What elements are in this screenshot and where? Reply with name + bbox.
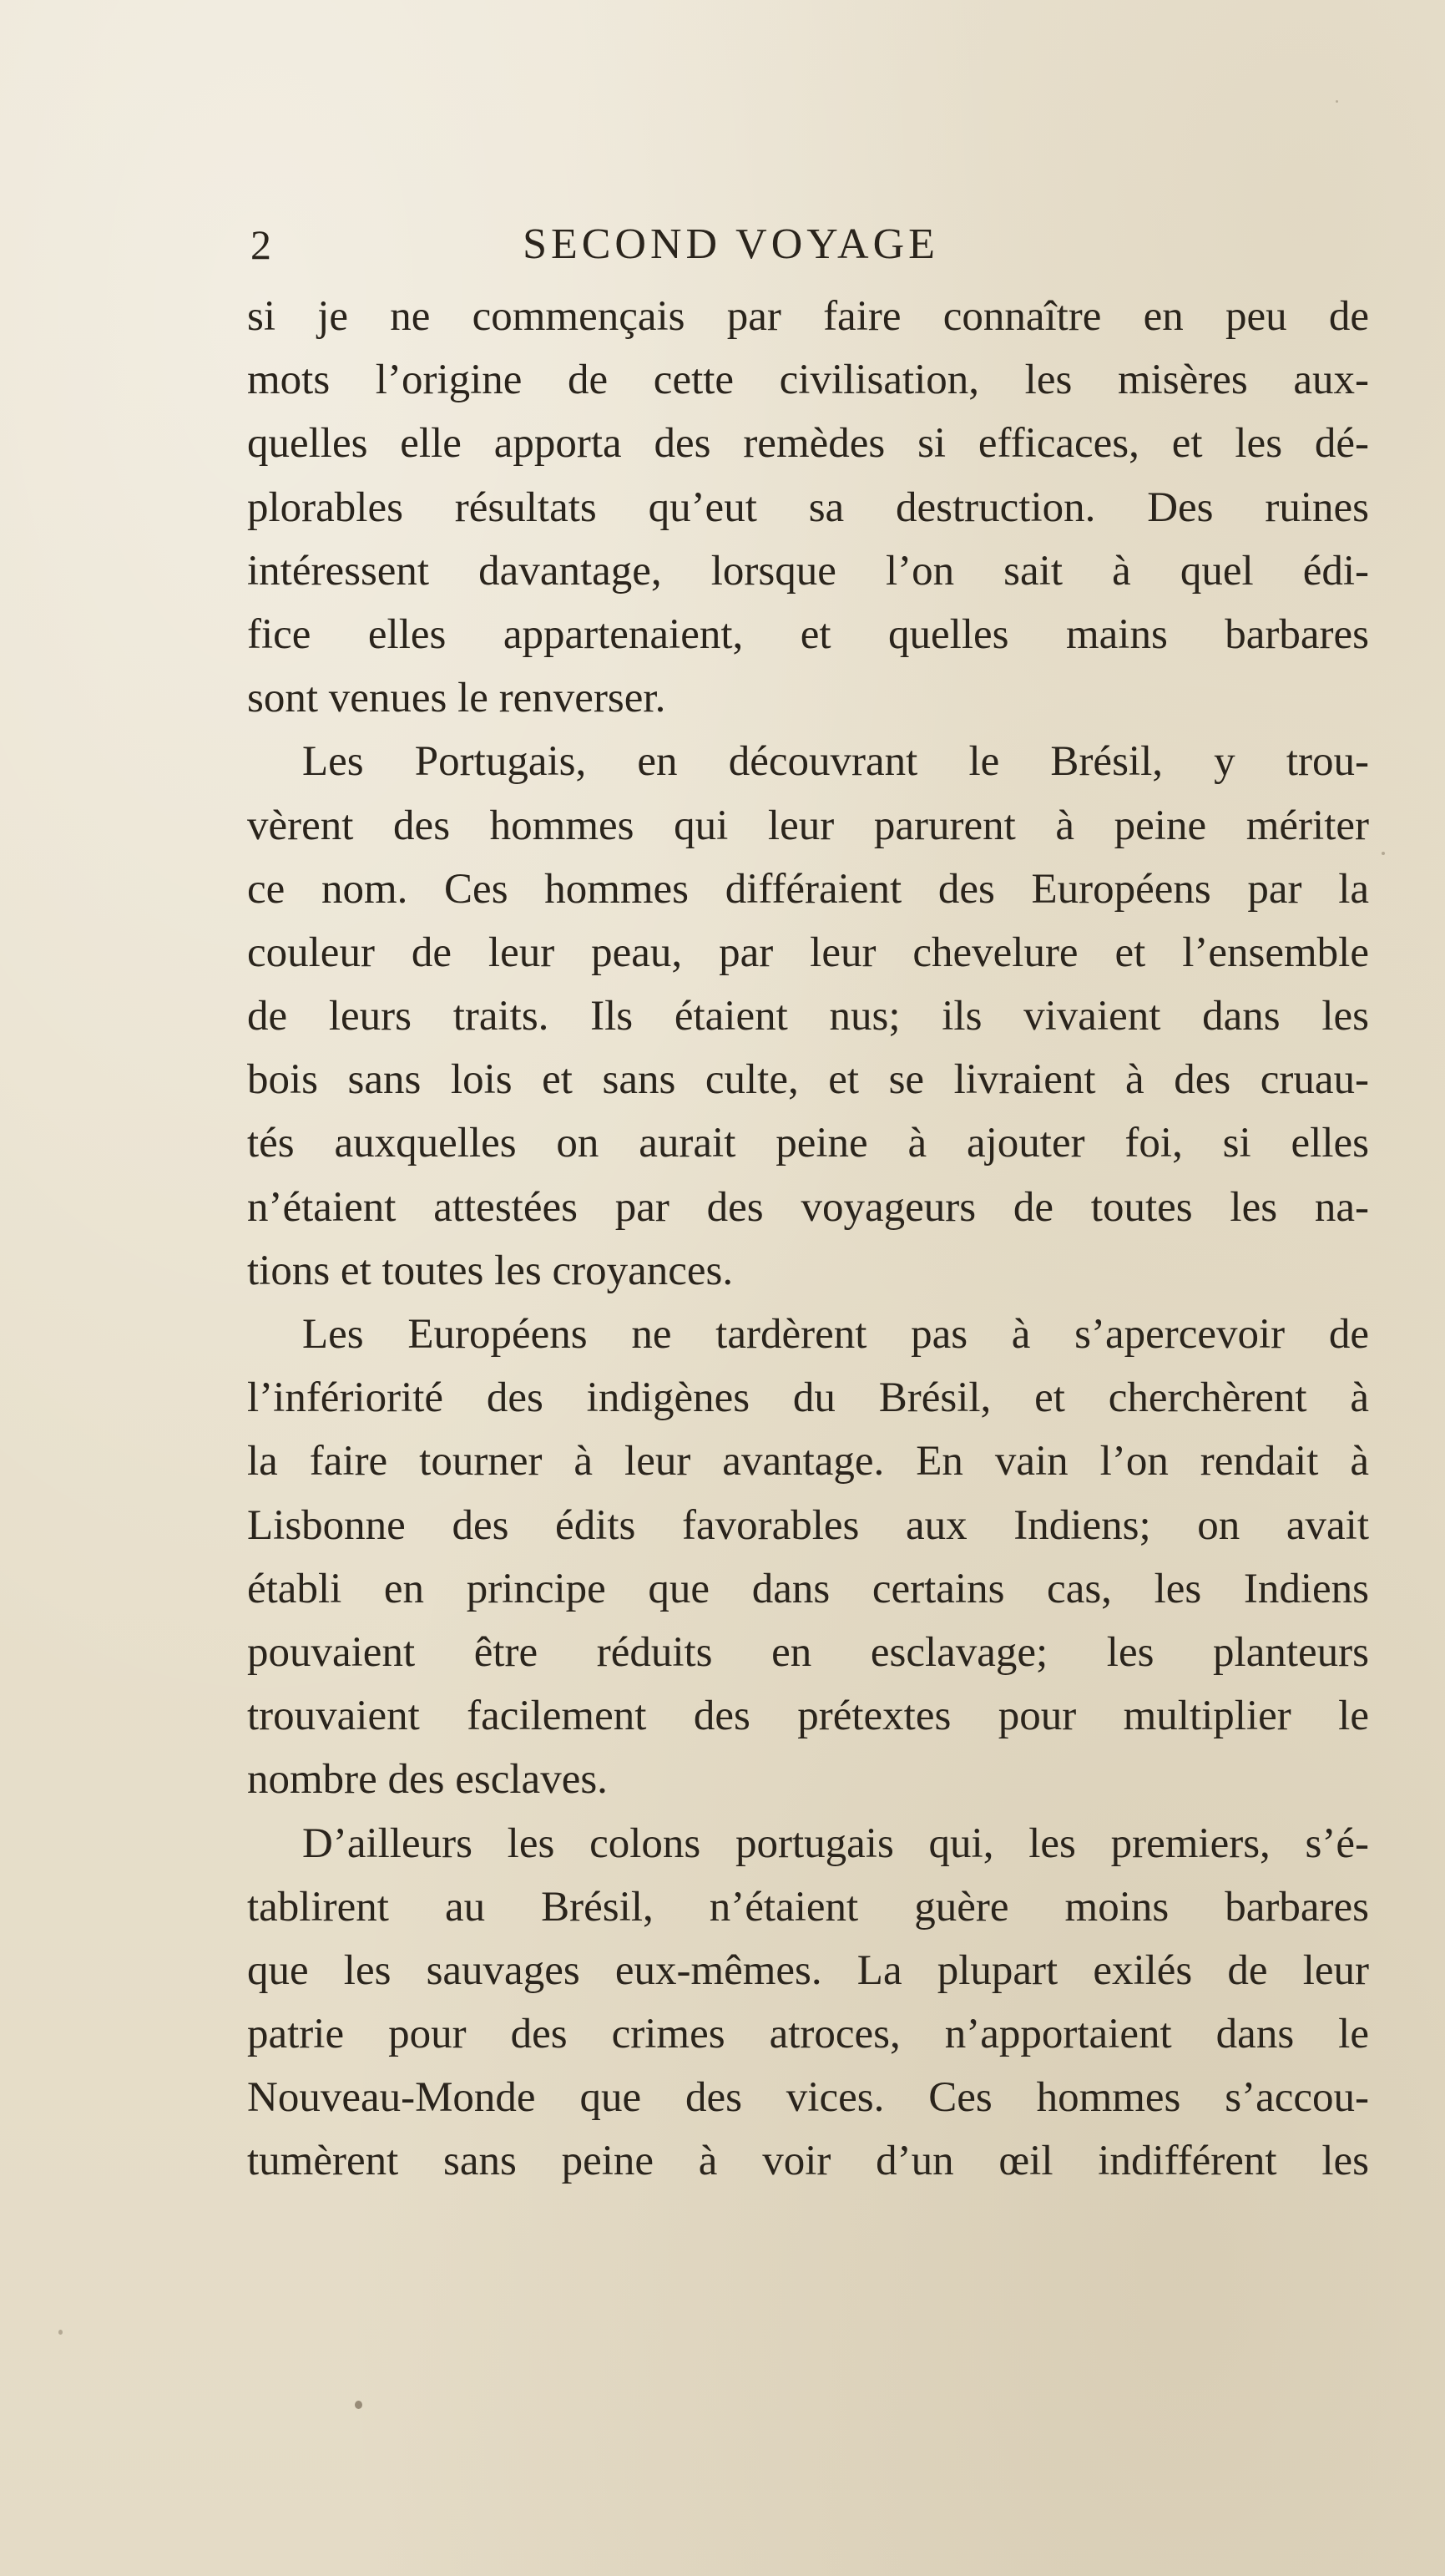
text-line: bois sans lois et sans culte, et se livraient à des cruau- xyxy=(247,1056,1369,1104)
paragraph-first-line: Les Portugais, en découvrant le Brésil, y trou- xyxy=(302,738,1369,786)
page-number: 2 xyxy=(250,221,271,268)
text-line: ce nom. Ces hommes différaient des Européens par la xyxy=(247,865,1369,913)
running-head xyxy=(0,215,1445,274)
text-line: sont venues le renverser. xyxy=(247,675,666,722)
ink-spot xyxy=(58,2330,63,2335)
text-line: vèrent des hommes qui leur parurent à peine mériter xyxy=(247,802,1369,849)
ink-spot xyxy=(1382,852,1385,855)
paragraph-first-line: Les Européens ne tardèrent pas à s’apercevoir de xyxy=(302,1311,1369,1358)
ink-spot xyxy=(1336,100,1338,103)
text-line: de leurs traits. Ils étaient nus; ils vivaient dans les xyxy=(247,993,1369,1040)
text-line: pouvaient être réduits en esclavage; les planteurs xyxy=(247,1628,1369,1676)
text-line: plorables résultats qu’eut sa destruction. Des ruines xyxy=(247,483,1369,531)
text-line: trouvaient facilement des prétextes pour multiplier le xyxy=(247,1693,1369,1740)
text-line: si je ne commençais par faire connaître en peu de xyxy=(247,293,1369,340)
text-line: quelles elle apporta des remèdes si efficaces, et les dé- xyxy=(247,420,1369,468)
body-text xyxy=(247,285,1369,2194)
text-line: Nouveau-Monde que des vices. Ces hommes s’accou- xyxy=(247,2074,1369,2122)
text-line: tions et toutes les croyances. xyxy=(247,1247,734,1294)
text-line: la faire tourner à leur avantage. En vain l’on rendait à xyxy=(247,1438,1369,1485)
text-line: mots l’origine de cette civilisation, les misères aux- xyxy=(247,357,1369,404)
ink-spot xyxy=(355,2401,362,2409)
text-line: l’infériorité des indigènes du Brésil, et cherchèrent à xyxy=(247,1374,1369,1422)
text-line: fice elles appartenaient, et quelles mains barbares xyxy=(247,610,1369,658)
running-title: SECOND VOYAGE xyxy=(523,220,939,268)
text-line: intéressent davantage, lorsque l’on sait à quel édi- xyxy=(247,547,1369,595)
text-line: nombre des esclaves. xyxy=(247,1756,608,1804)
text-line: tablirent au Brésil, n’étaient guère moins barbares xyxy=(247,1883,1369,1931)
text-line: n’étaient attestées par des voyageurs de toutes les na- xyxy=(247,1183,1369,1231)
text-line: tumèrent sans peine à voir d’un œil indifférent les xyxy=(247,2138,1369,2185)
text-line: que les sauvages eux-mêmes. La plupart exilés de leur xyxy=(247,1946,1369,1994)
text-line: établi en principe que dans certains cas, les Indiens xyxy=(247,1565,1369,1612)
text-line: patrie pour des crimes atroces, n’apportaient dans le xyxy=(247,2011,1369,2058)
text-line: couleur de leur peau, par leur chevelure et l’ensemble xyxy=(247,929,1369,976)
text-line: tés auxquelles on aurait peine à ajouter foi, si elles xyxy=(247,1120,1369,1167)
paragraph-first-line: D’ailleurs les colons portugais qui, les premiers, s’é- xyxy=(302,1819,1369,1867)
text-line: Lisbonne des édits favorables aux Indiens; on avait xyxy=(247,1501,1369,1549)
